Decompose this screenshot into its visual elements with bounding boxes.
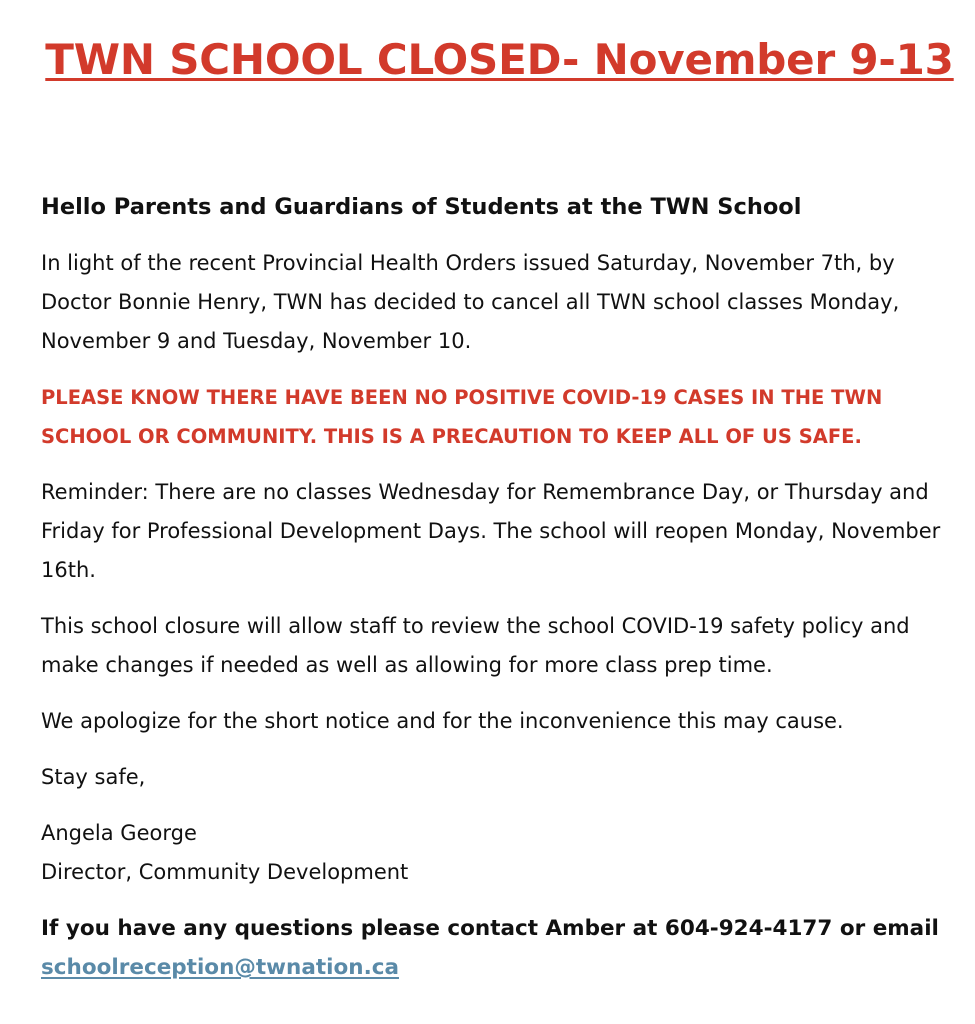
sign-off: Stay safe, <box>41 765 146 789</box>
apology-paragraph: We apologize for the short notice and for the inconvenience this may cause. <box>41 709 844 733</box>
greeting-heading: Hello Parents and Guardians of Students at the TWN School <box>41 194 802 220</box>
headline-text: TWN SCHOOL CLOSED- November 9-13 <box>45 35 954 84</box>
contact-email-link[interactable]: schoolreception@twnation.ca <box>41 955 399 980</box>
alert-line-1: PLEASE KNOW THERE HAVE BEEN NO POSITIVE COVID-19 CASES IN THE TWN <box>41 386 883 409</box>
notice-body <box>41 188 956 987</box>
closure-purpose-paragraph: This school closure will allow staff to review the school COVID-19 safety policy and make changes if needed as well as allowing for more class prep time. <box>41 614 910 677</box>
contact-text: If you have any questions please contact Amber at 604-924-4177 or email <box>41 916 939 941</box>
contact-info <box>41 909 956 987</box>
signer-title: Director, Community Development <box>41 860 409 884</box>
covid-alert <box>41 378 956 456</box>
closure-announcement: In light of the recent Provincial Health Orders issued Saturday, November 7th, by Doctor Bonnie Henry, TWN has decided to cancel all TWN school classes Monday, November 9 and Tuesday, November 10. <box>41 251 900 353</box>
signer-name: Angela George <box>41 821 197 845</box>
alert-line-2: SCHOOL OR COMMUNITY. THIS IS A PRECAUTION TO KEEP ALL OF US SAFE. <box>41 425 862 448</box>
signature-block <box>41 814 956 892</box>
reminder-paragraph: Reminder: There are no classes Wednesday for Remembrance Day, or Thursday and Friday for Professional Development Days. The school will reopen Monday, November 16th. <box>41 480 941 582</box>
notice-headline <box>0 30 975 90</box>
